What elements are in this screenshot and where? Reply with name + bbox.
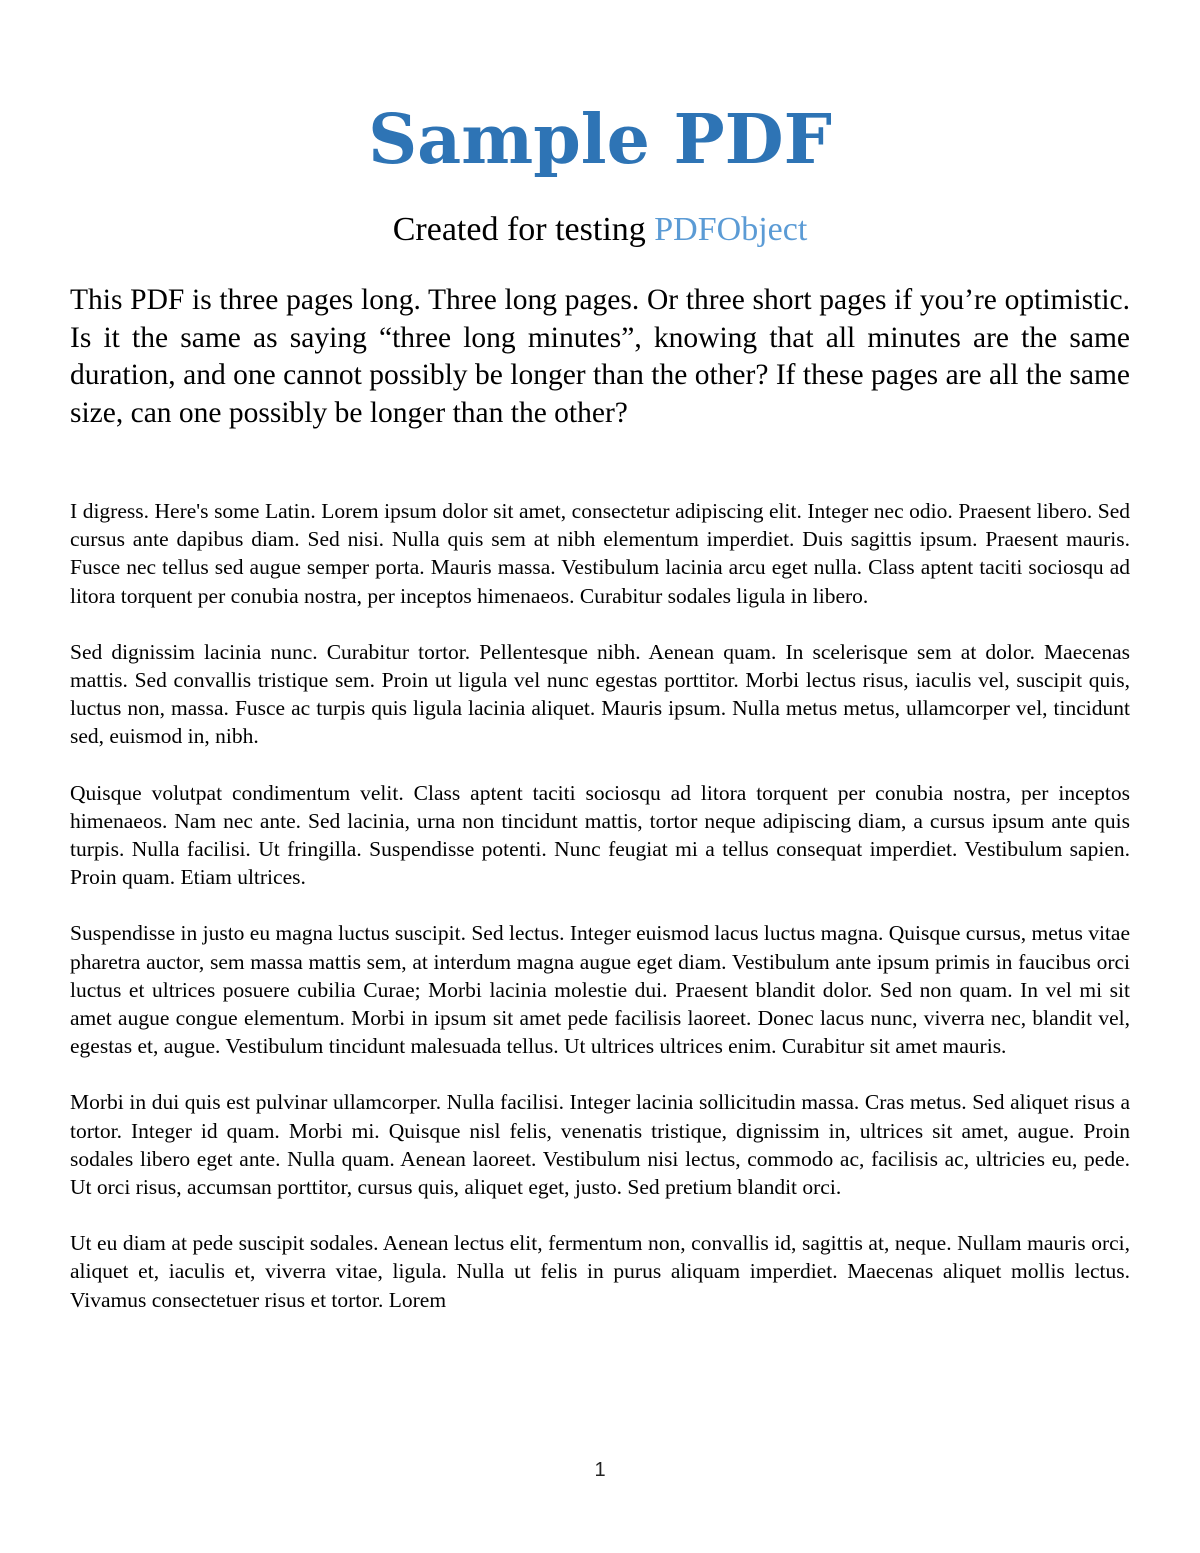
intro-paragraph: This PDF is three pages long. Three long pages. Or three short pages if you’re optimistic. Is it the same as saying “three long minutes”, knowing that all minutes are the same duration, and one cannot possibly be longer than the other? If these pages are all the same size, can one possibly be longer than the other?: [70, 284, 1130, 429]
paragraph-4: Suspendisse in justo eu magna luctus suscipit. Sed lectus. Integer euismod lacus luctus magna. Quisque cursus, metus vitae pharetra auctor, sem massa mattis sem, at interdum magna augue eget diam. Vestibulum ante ipsum primis in faucibus orci luctus et ultrices posuere cubilia Curae; Morbi lacinia molestie dui. Praesent blandit dolor. Sed non quam. In vel mi sit amet augue congue elementum. Morbi in ipsum sit amet pede facilisis laoreet. Donec lacus nunc, viverra nec, blandit vel, egestas et, augue. Vestibulum tincidunt malesuada tellus. Ut ultrices ultrices enim. Curabitur sit amet mauris.: [70, 921, 1130, 1059]
document-subtitle: [0, 208, 1200, 252]
subtitle-text: Created for testing: [392, 211, 655, 248]
paragraph-3: Quisque volutpat condimentum velit. Class aptent taciti sociosqu ad litora torquent per conubia nostra, per inceptos himenaeos. Nam nec ante. Sed lacinia, urna non tincidunt mattis, tortor neque adipiscing diam, a cursus ipsum ante quis turpis. Nulla facilisi. Ut fringilla. Suspendisse potenti. Nunc feugiat mi a tellus consequat imperdiet. Vestibulum sapien. Proin quam. Etiam ultrices.: [70, 780, 1130, 890]
document-title: Sample PDF: [368, 100, 832, 180]
pdfobject-link[interactable]: PDFObject: [654, 211, 808, 248]
page-number: 1: [594, 1459, 606, 1481]
paragraph-1: I digress. Here's some Latin. Lorem ipsum dolor sit amet, consectetur adipiscing elit. Integer nec odio. Praesent libero. Sed cursus ante dapibus diam. Sed nisi. Nulla quis sem at nibh elementum imperdiet. Duis sagittis ipsum. Praesent mauris. Fusce nec tellus sed augue semper porta. Mauris massa. Vestibulum lacinia arcu eget nulla. Class aptent taciti sociosqu ad litora torquent per conubia nostra, per inceptos himenaeos. Curabitur sodales ligula in libero.: [70, 499, 1130, 608]
body-text: [70, 497, 1130, 1342]
paragraph-5: Morbi in dui quis est pulvinar ullamcorper. Nulla facilisi. Integer lacinia sollicitudin massa. Cras metus. Sed aliquet risus a tortor. Integer id quam. Morbi mi. Quisque nisl felis, venenatis tristique, dignissim in, ultrices sit amet, augue. Proin sodales libero eget ante. Nulla quam. Aenean laoreet. Vestibulum nisi lectus, commodo ac, facilisis ac, ultricies eu, pede. Ut orci risus, accumsan porttitor, cursus quis, aliquet eget, justo. Sed pretium blandit orci.: [70, 1090, 1130, 1200]
paragraph-6: Ut eu diam at pede suscipit sodales. Aenean lectus elit, fermentum non, convallis id, sagittis at, neque. Nullam mauris orci, aliquet et, iaculis et, viverra vitae, ligula. Nulla ut felis in purus aliquam imperdiet. Maecenas aliquet mollis lectus. Vivamus consectetuer risus et tortor. Lorem: [70, 1231, 1130, 1312]
paragraph-2: Sed dignissim lacinia nunc. Curabitur tortor. Pellentesque nibh. Aenean quam. In scelerisque sem at dolor. Maecenas mattis. Sed convallis tristique sem. Proin ut ligula vel nunc egestas porttitor. Morbi lectus risus, iaculis vel, suscipit quis, luctus non, massa. Fusce ac turpis quis ligula lacinia aliquet. Mauris ipsum. Nulla metus metus, ullamcorper vel, tincidunt sed, euismod in, nibh.: [70, 639, 1130, 749]
